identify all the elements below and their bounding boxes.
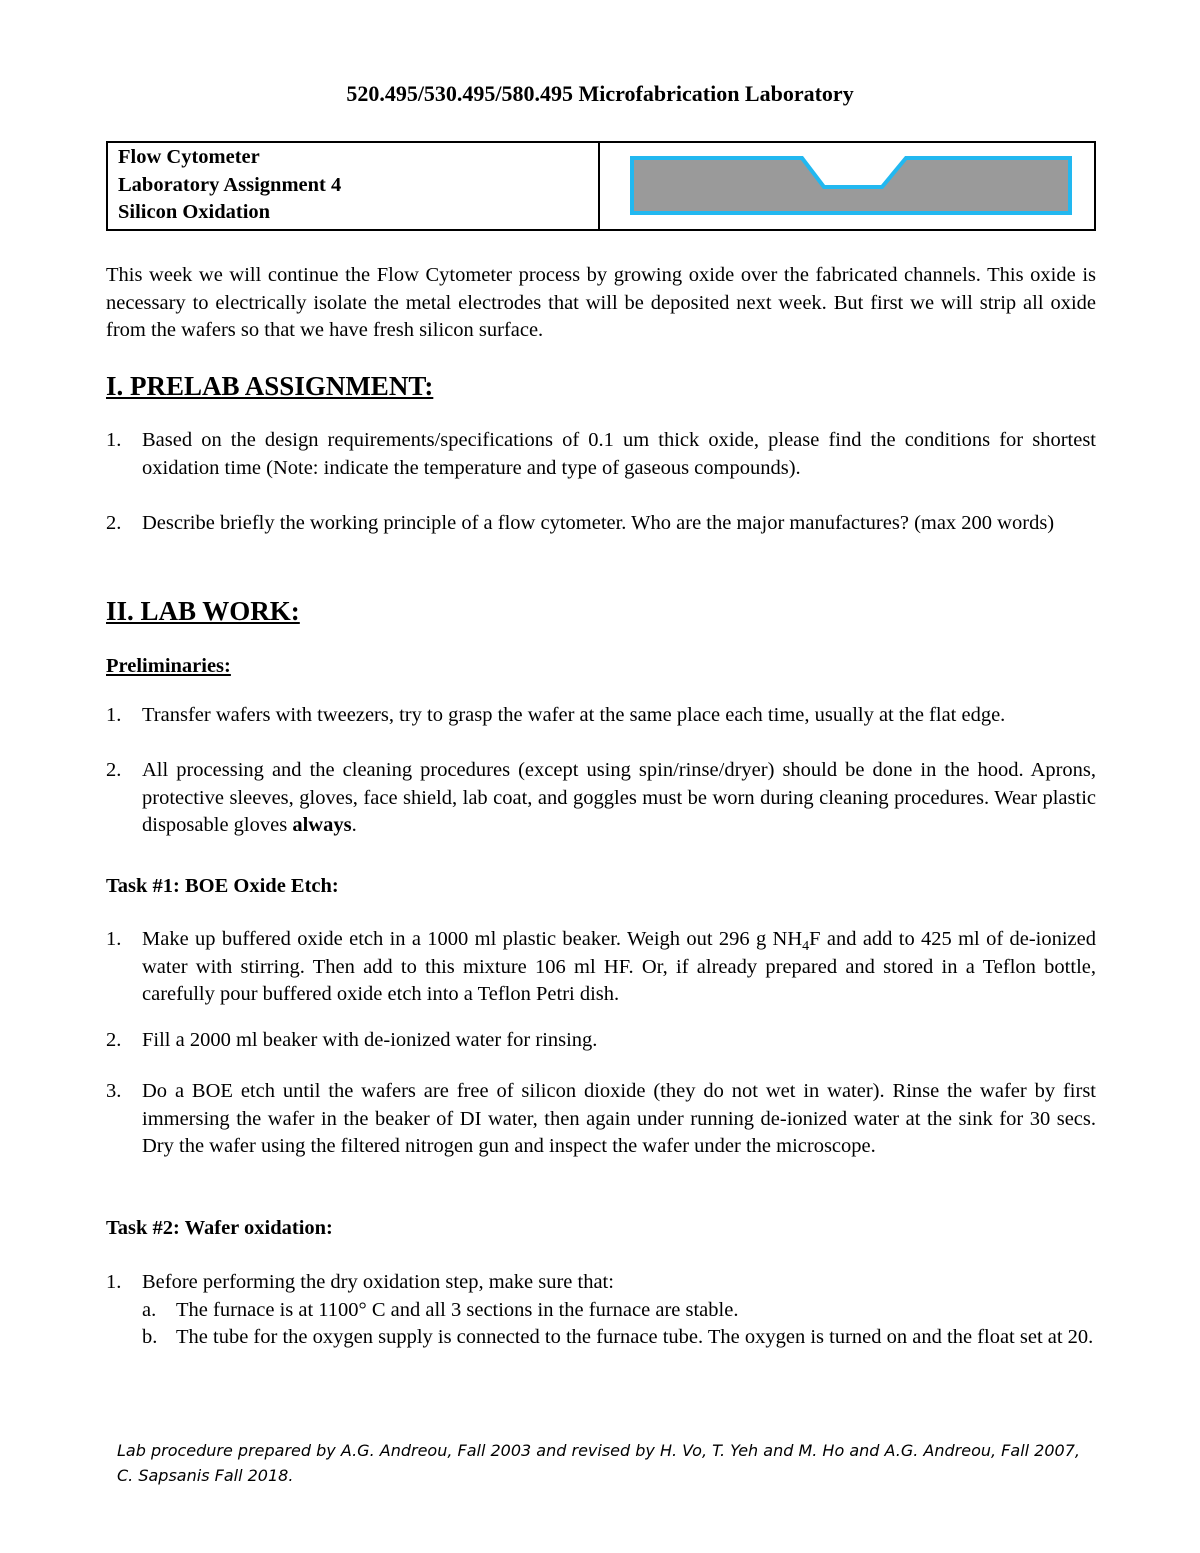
task1-item-number: 1. [106,928,122,950]
prelab-item [106,510,1096,538]
prelab-heading: I. PRELAB ASSIGNMENT: [106,371,434,401]
emphasis-always: always [292,814,352,836]
task2-item-number: 1. [106,1271,122,1293]
task2-subitem [142,1297,1096,1325]
task2-subitem-letter: a. [142,1299,157,1321]
title-line-topic: Silicon Oxidation [118,201,271,223]
footer-credits [117,1438,1117,1488]
prelab-item-text: Based on the design requirements/specifications of 0.1 um thick oxide, please find the conditions for shortest oxidation time (Note: indicate the temperature and type of gaseous compounds). [142,429,1096,479]
task1-item-number: 3. [106,1080,122,1102]
task1-item [106,926,1096,1009]
title-box [106,141,1096,231]
footer-line: C. Sapsanis Fall 2018. [117,1466,294,1485]
intro-paragraph: This week we will continue the Flow Cytometer process by growing oxide over the fabricated channels. This oxide is necessary to electrically isolate the metal electrodes that will be deposited next week. But first we will strip all oxide from the wafers so that we have fresh silicon surface. [106,264,1096,341]
preliminaries-item-text: Transfer wafers with tweezers, try to grasp the wafer at the same place each time, usually at the flat edge. [142,704,1006,726]
preliminaries-item [106,702,1096,730]
task1-item-text: Do a BOE etch until the wafers are free of silicon dioxide (they do not wet in water). Rinse the wafer by first immersing the wafer in the beaker of DI water, then again under running de-ionized water at the sink for 30 secs. Dry the wafer using the filtered nitrogen gun and inspect the wafer under the microscope. [142,1080,1096,1157]
title-line-project: Flow Cytometer [118,146,260,168]
task2-subitem-letter: b. [142,1326,158,1348]
preliminaries-item-body: All processing and the cleaning procedures (except using spin/rinse/dryer) should be done in the hood. Aprons, protective sleeves, gloves, face shield, lab coat, and goggles must be worn during cleaning procedures. Wear plastic disposable gloves [142,759,1096,836]
task1-item [106,1027,1096,1055]
task1-item [106,1078,1096,1161]
prelab-item-number: 2. [106,512,122,534]
task2-heading: Task #2: Wafer oxidation: [106,1217,333,1239]
title-line-assignment: Laboratory Assignment 4 [118,173,342,196]
channel-cross-section-svg [600,143,1096,229]
task1-item-text [142,926,1096,1009]
preliminaries-item-number: 1. [106,704,122,726]
prelab-item [106,427,1096,482]
preliminaries-item [106,757,1096,840]
subscript-4: 4 [802,939,810,955]
task1-item-text: Fill a 2000 ml beaker with de-ionized water for rinsing. [142,1029,598,1051]
task1-item-text-b: F and add to 425 ml of de-ionized water with stirring. Then add to this mixture 106 ml HF. Or, if already prepared and stored in a Teflon bottle, carefully pour buffered oxide etch into a Teflon Petri dish. [142,928,1097,1005]
task1-item-text-a: Make up buffered oxide etch in a 1000 ml plastic beaker. Weigh out 296 g NH [142,928,803,950]
task2-subitem-text: The furnace is at 1100° C and all 3 sections in the furnace are stable. [176,1299,739,1321]
prelab-item-text: Describe briefly the working principle of a flow cytometer. Who are the major manufactures? (max 200 words) [142,512,1055,534]
task1-item-number: 2. [106,1029,122,1051]
task2-subitem [142,1324,1096,1352]
channel-cross-section-diagram [600,143,1094,229]
course-title: 520.495/530.495/580.495 Microfabrication Laboratory [346,81,854,106]
labwork-heading: II. LAB WORK: [106,596,300,626]
preliminaries-item-number: 2. [106,759,122,781]
wafer-channel-profile [632,158,1070,213]
preliminaries-heading: Preliminaries: [106,655,231,677]
footer-line: Lab procedure prepared by A.G. Andreou, Fall 2003 and revised by H. Vo, T. Yeh and M. Ho and A.G. Andreou, Fall 2007, [117,1441,1080,1460]
task2-item-text: Before performing the dry oxidation step, make sure that: [142,1271,614,1293]
task1-heading: Task #1: BOE Oxide Etch: [106,875,339,897]
title-box-text [108,143,600,229]
task2-item [106,1269,1096,1297]
preliminaries-item-text [142,757,1096,840]
prelab-item-number: 1. [106,429,122,451]
sentence-end: . [351,814,357,836]
task2-subitem-text: The tube for the oxygen supply is connected to the furnace tube. The oxygen is turned on and the float set at 20. [176,1326,1094,1348]
